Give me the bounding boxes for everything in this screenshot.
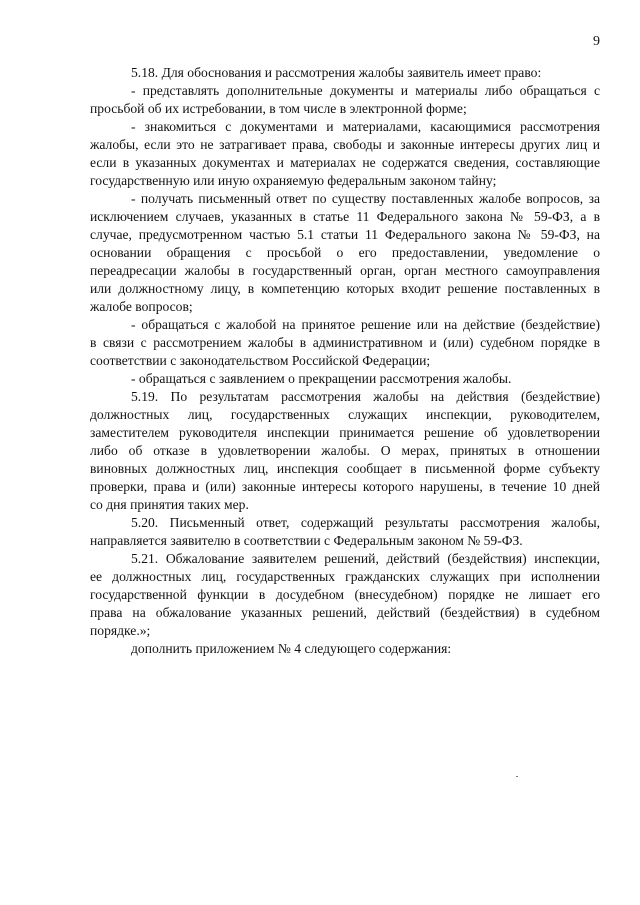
text-line: жалобы, если это не затрагивает права, свободы и законные интересы других лиц и	[90, 137, 600, 152]
text-line: либо об отказе в удовлетворении жалобы. О мерах, принятых в отношении	[90, 443, 600, 458]
text-line: просьбой об их истребовании, в том числе в электронной форме;	[90, 101, 467, 116]
text-line: - обращаться с жалобой на принятое решение или на действие (бездействие)	[131, 317, 600, 332]
text-line: со дня принятия таких мер.	[90, 497, 249, 512]
text-line: соответствии с законодательством Российской Федерации;	[90, 353, 431, 368]
text-line: - знакомиться с документами и материалами, касающимися рассмотрения	[131, 119, 600, 134]
text-line: основании обращения с просьбой о его предоставлении, уведомление о	[90, 245, 600, 260]
text-line: виновных должностных лиц, инспекция сообщает в письменной форме субъекту	[90, 461, 600, 476]
text-line: порядке.»;	[90, 623, 151, 638]
scan-speck	[516, 776, 518, 777]
text-line: права на обжалование указанных решений, действий (бездействия) в судебном	[90, 605, 600, 620]
text-line: случае, предусмотренном частью 5.1 статьи 11 Федерального закона № 59-ФЗ, на	[90, 227, 600, 242]
text-line: или должностному лицу, в компетенцию которых входит решение поставленных в	[90, 281, 600, 296]
text-line: проверки, права и (или) законные интересы которого нарушены, в течение 10 дней	[90, 479, 600, 494]
text-line: ее должностных лиц, государственных гражданских служащих при исполнении	[90, 569, 600, 584]
text-line: государственной функции в досудебном (внесудебном) порядке не лишает его	[90, 587, 600, 602]
text-line: - получать письменный ответ по существу поставленных жалобе вопросов, за	[131, 191, 600, 206]
text-line: 5.19. По результатам рассмотрения жалобы на действия (бездействие)	[131, 389, 600, 404]
text-line: 5.20. Письменный ответ, содержащий результаты рассмотрения жалобы,	[131, 515, 600, 530]
text-line: дополнить приложением № 4 следующего содержания:	[131, 641, 452, 656]
text-line: - обращаться с заявлением о прекращении рассмотрения жалобы.	[131, 371, 512, 386]
text-line: - представлять дополнительные документы и материалы либо обращаться с	[131, 83, 600, 98]
text-line: государственную или иную охраняемую федеральным законом тайну;	[90, 173, 497, 188]
text-line: переадресации жалобы в государственный орган, орган местного самоуправления	[90, 263, 600, 278]
text-line: заместителем руководителя инспекции принимается решение об удовлетворении	[90, 425, 600, 440]
text-line: направляется заявителю в соответствии с Федеральным законом № 59-ФЗ.	[90, 533, 523, 548]
page-number: 9	[593, 34, 600, 49]
text-line: 5.21. Обжалование заявителем решений, действий (бездействия) инспекции,	[131, 551, 600, 566]
text-line: 5.18. Для обоснования и рассмотрения жалобы заявитель имеет право:	[131, 65, 542, 80]
text-line: должностных лиц, государственных служащих инспекции, руководителем,	[90, 407, 600, 422]
text-line: если в указанных документах и материалах не содержатся сведения, составляющие	[90, 155, 600, 170]
text-line: жалобе вопросов;	[90, 299, 193, 314]
text-line: исключением случаев, указанных в статье 11 Федерального закона № 59-ФЗ, а в	[90, 209, 600, 224]
text-line: в связи с рассмотрением жалобы в административном и (или) судебном порядке в	[90, 335, 600, 350]
